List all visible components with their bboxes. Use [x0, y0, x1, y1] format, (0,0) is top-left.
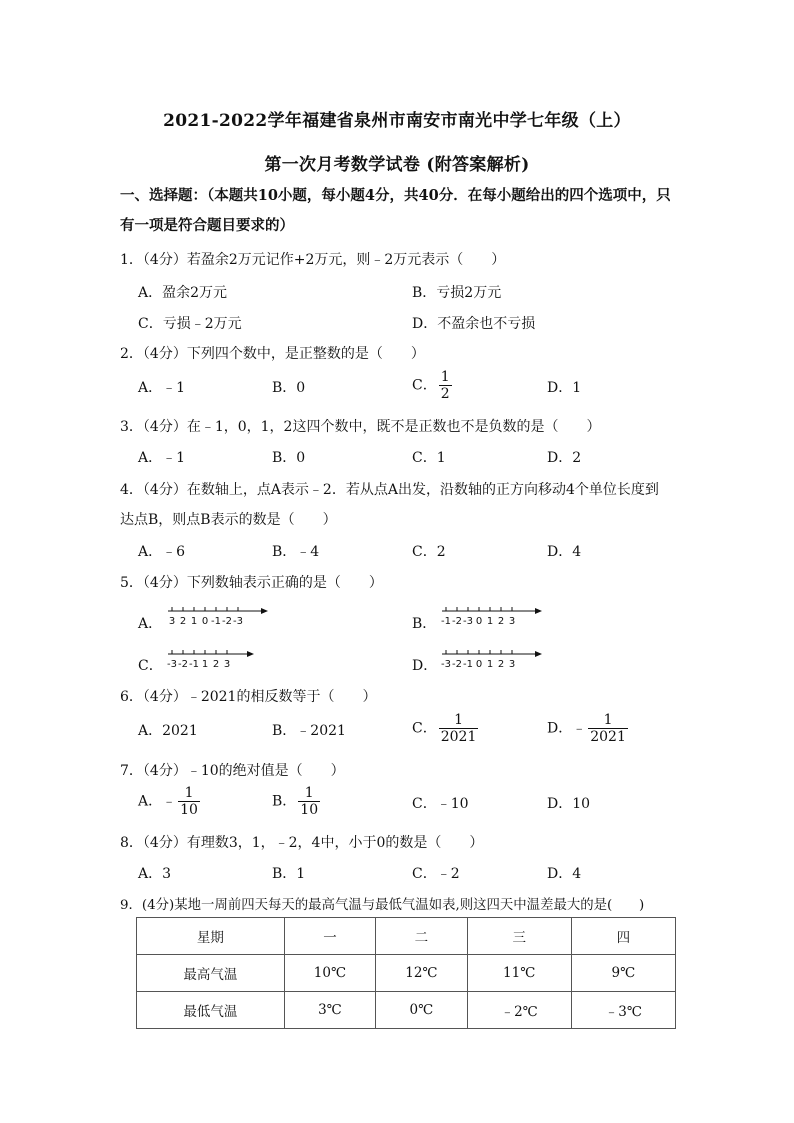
table-cell: 11℃ [467, 955, 571, 992]
table-cell: 最低气温 [137, 992, 285, 1029]
title-line-2: 第一次月考数学试卷 (附答案解析) [264, 155, 530, 175]
table-cell: 3℃ [284, 992, 375, 1029]
number-line-tick-label: -2 [178, 659, 188, 670]
fraction-one-tenth [298, 785, 320, 818]
q7-option-a [138, 785, 200, 818]
question-4-stem-line-1: 4．（4分）在数轴上，点A表示﹣2．若从点A出发，沿数轴的正方向移动4个单位长度到 [120, 482, 659, 498]
fraction-numerator: 1 [184, 785, 194, 801]
fraction-one-tenth [178, 785, 200, 818]
section-heading: 一、选择题：（本题共10小题，每小题4分，共40分．在每小题给出的四个选项中，只有一项是符合题目要求的） [120, 187, 671, 234]
fraction-denominator: 10 [300, 802, 319, 818]
q2-option-c-label: C． [412, 377, 437, 394]
number-line-tick-label: 2 [497, 616, 505, 627]
table-row [137, 955, 676, 992]
question-8-stem: 8．（4分）有理数3，1，﹣2，4中，小于0的数是（ ） [120, 835, 484, 851]
q8-option-c: C．﹣2 [412, 866, 460, 882]
fraction-numerator: 1 [304, 785, 314, 801]
number-line-tick-label: 1 [190, 616, 198, 627]
title-line-1: 2021-2022学年福建省泉州市南安市南光中学七年级（上） [163, 111, 631, 131]
question-2-stem: 2．（4分）下列四个数中，是正整数的是（ ） [120, 346, 425, 362]
table-cell: 一 [284, 918, 375, 955]
table-header-row [137, 918, 676, 955]
number-line-tick-label: 1 [201, 659, 209, 670]
q8-option-d: D．4 [547, 866, 582, 882]
table-cell: 10℃ [284, 955, 375, 992]
arrow-icon [535, 651, 542, 657]
number-line-tick-label: 0 [201, 616, 209, 627]
table-row [137, 992, 676, 1029]
q5-option-b: B． [412, 616, 437, 632]
q8-option-a: A．3 [138, 866, 172, 882]
q7-option-c: C．﹣10 [412, 796, 469, 812]
q7-option-a-label: A．﹣ [138, 793, 177, 810]
q4-option-d: D．4 [547, 544, 582, 560]
fraction-one-over-2021 [588, 712, 628, 745]
question-6-stem: 6．（4分）﹣2021的相反数等于（ ） [120, 689, 377, 705]
number-line-tick-label: 3 [223, 659, 231, 670]
fraction-denominator: 2 [440, 386, 450, 402]
question-4-stem-line-2: 达点B，则点B表示的数是（ ） [120, 512, 337, 528]
number-line-tick-label: -1 [211, 616, 221, 627]
q4-option-c: C．2 [412, 544, 446, 560]
number-line-tick-label: -3 [233, 616, 243, 627]
number-line-tick-label: 2 [179, 616, 187, 627]
q1-option-a: A．盈余2万元 [138, 285, 228, 301]
number-line-tick-label: 0 [475, 616, 483, 627]
number-line-a [164, 602, 270, 630]
table-cell: 二 [376, 918, 467, 955]
table-cell: 四 [571, 918, 675, 955]
table-cell: 星期 [137, 918, 285, 955]
question-5-stem: 5．（4分）下列数轴表示正确的是（ ） [120, 575, 383, 591]
table-cell: 0℃ [376, 992, 467, 1029]
q3-option-a: A．﹣1 [138, 450, 186, 466]
fraction-one-over-2021 [439, 712, 479, 745]
q2-option-a: A．﹣1 [138, 380, 186, 396]
number-line-tick-label: -3 [167, 659, 177, 670]
q1-option-c: C．亏损﹣2万元 [138, 316, 242, 332]
table-cell: 12℃ [376, 955, 467, 992]
q4-option-b: B．﹣4 [272, 544, 320, 560]
number-line-tick-label: -3 [441, 659, 451, 670]
q3-option-c: C．1 [412, 450, 446, 466]
question-3-stem: 3．（4分）在﹣1，0，1，2这四个数中，既不是正数也不是负数的是（ ） [120, 419, 601, 435]
question-1-stem: 1．（4分）若盈余2万元记作+2万元，则﹣2万元表示（ ） [120, 252, 506, 268]
fraction-numerator: 1 [440, 369, 450, 385]
number-line-tick-label: -3 [463, 616, 473, 627]
arrow-icon [261, 608, 268, 614]
table-cell: 三 [467, 918, 571, 955]
question-9-stem: 9．(4分)某地一周前四天每天的最高气温与最低气温如表,则这四天中温差最大的是( ) [120, 898, 645, 913]
q3-option-b: B．0 [272, 450, 306, 466]
q2-option-d: D．1 [547, 380, 582, 396]
fraction-one-half [439, 369, 452, 402]
q5-option-d: D． [412, 658, 438, 674]
table-cell: 最高气温 [137, 955, 285, 992]
number-line-tick-label: 2 [497, 659, 505, 670]
temperature-table [136, 917, 676, 1029]
number-line-tick-label: 3 [508, 616, 516, 627]
q8-option-b: B．1 [272, 866, 306, 882]
q6-option-b: B．﹣2021 [272, 723, 346, 739]
question-7-stem: 7．（4分）﹣10的绝对值是（ ） [120, 763, 345, 779]
q6-option-c [412, 712, 478, 745]
number-line-tick-label: 2 [212, 659, 220, 670]
q5-option-c: C． [138, 658, 163, 674]
q2-option-c [412, 369, 452, 402]
fraction-numerator: 1 [454, 712, 463, 728]
number-line-tick-label: 3 [508, 659, 516, 670]
fraction-denominator: 2021 [440, 729, 477, 745]
number-line-tick-label: -2 [452, 616, 462, 627]
q7-option-d: D．10 [547, 796, 591, 812]
number-line-tick-label: -1 [189, 659, 199, 670]
q7-option-b-label: B． [272, 793, 297, 810]
q6-option-d [547, 712, 628, 745]
q1-option-d: D．不盈余也不亏损 [412, 316, 536, 332]
number-line-c [164, 645, 256, 673]
q1-option-b: B．亏损2万元 [412, 285, 502, 301]
table-cell: ﹣3℃ [571, 992, 675, 1029]
fraction-numerator: 1 [603, 712, 613, 728]
arrow-icon [535, 608, 542, 614]
number-line-tick-label: 0 [475, 659, 483, 670]
q5-option-a: A． [138, 616, 163, 632]
q4-option-a: A．﹣6 [138, 544, 186, 560]
number-line-tick-label: 1 [486, 659, 494, 670]
table-cell: ﹣2℃ [467, 992, 571, 1029]
q7-option-b [272, 785, 320, 818]
number-line-tick-label: -2 [222, 616, 232, 627]
q2-option-b: B．0 [272, 380, 306, 396]
number-line-tick-label: 3 [168, 616, 176, 627]
number-line-tick-label: -1 [441, 616, 451, 627]
fraction-denominator: 10 [180, 802, 198, 818]
q3-option-d: D．2 [547, 450, 582, 466]
number-line-tick-label: -1 [463, 659, 473, 670]
number-line-tick-label: -2 [452, 659, 462, 670]
q6-option-d-label: D．﹣ [547, 720, 587, 737]
table-cell: 9℃ [571, 955, 675, 992]
q6-option-c-label: C． [412, 720, 437, 737]
fraction-denominator: 2021 [590, 729, 626, 745]
q6-option-a: A．2021 [138, 723, 198, 739]
number-line-b [438, 602, 544, 630]
number-line-tick-label: 1 [486, 616, 494, 627]
arrow-icon [247, 651, 254, 657]
number-line-d [438, 645, 544, 673]
